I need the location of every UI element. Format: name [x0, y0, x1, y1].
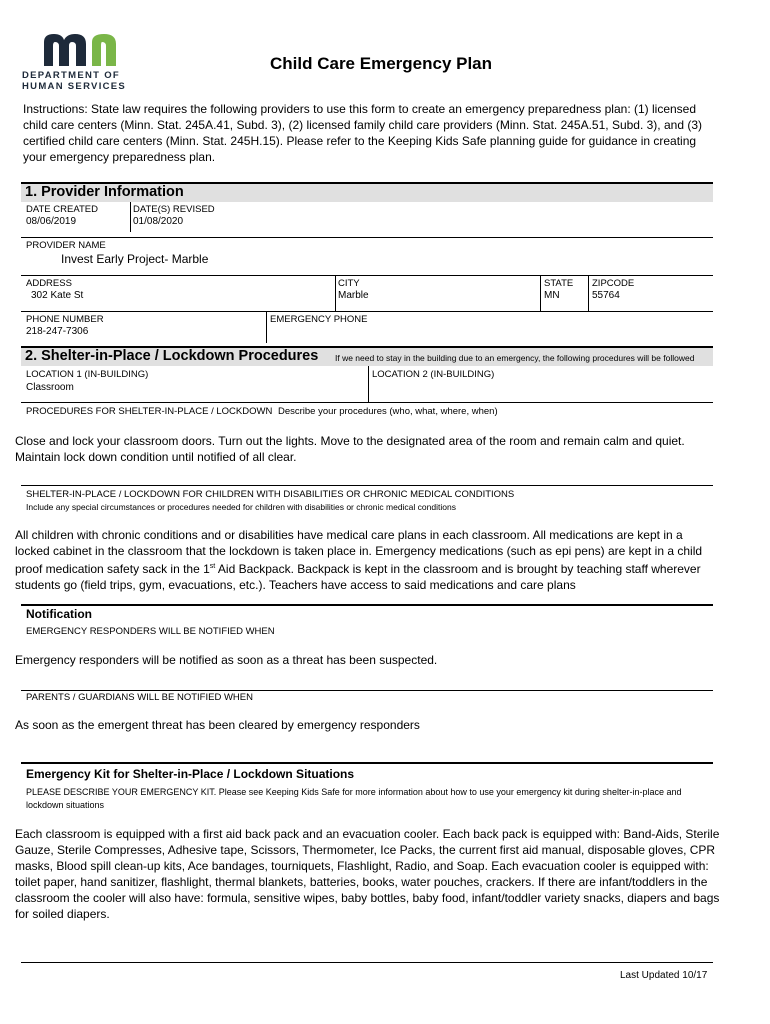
location1-field[interactable]: Classroom [26, 382, 74, 393]
divider [21, 402, 713, 403]
city-label: CITY [338, 278, 360, 289]
zip-label: ZIPCODE [592, 278, 635, 289]
disabilities-field[interactable] [15, 527, 720, 593]
kit-hint: PLEASE DESCRIBE YOUR EMERGENCY KIT. Please see Keeping Kids Safe for more information about how to use your emergency kit during shelter-in-place and lockdown situations [26, 787, 682, 810]
provider-name-field[interactable]: Invest Early Project- Marble [61, 252, 209, 266]
divider [21, 485, 713, 486]
state-label: STATE [544, 278, 574, 289]
location1-label: LOCATION 1 (IN-BUILDING) [26, 369, 149, 380]
city-field[interactable]: Marble [338, 290, 369, 301]
date-revised-field[interactable]: 01/08/2020 [133, 216, 184, 227]
section-provider-header [21, 182, 713, 202]
section-provider-title: 1. Provider Information [25, 184, 184, 200]
dhs-logo [22, 30, 142, 96]
parents-field[interactable]: As soon as the emergent threat has been cleared by emergency responders [15, 718, 420, 732]
divider [588, 275, 589, 311]
date-revised-label: DATE(S) REVISED [133, 204, 215, 215]
divider [335, 275, 336, 311]
disabilities-hint: Include any special circumstances or procedures needed for children with disabilities or chronic medical conditions [26, 502, 456, 512]
procedures-hint: Describe your procedures (who, what, where, when) [277, 406, 498, 417]
address-label: ADDRESS [26, 278, 72, 289]
mn-logo-icon [40, 30, 140, 68]
dept-line-2: HUMAN SERVICES [22, 81, 127, 92]
divider [21, 275, 713, 276]
divider [21, 237, 713, 238]
notification-heading: Notification [26, 607, 92, 621]
divider [368, 366, 369, 402]
phone-label: PHONE NUMBER [26, 314, 104, 325]
date-created-label: DATE CREATED [26, 204, 98, 215]
provider-name-label: PROVIDER NAME [26, 240, 106, 251]
dept-name [22, 70, 142, 92]
divider [266, 311, 267, 343]
disabilities-text-b: Aid Backpack. Backpack is kept in the classroom and is brought by teaching staff wherever students go (field trips, gym, evacuations, etc.). Teachers have access to said medications and care plans [15, 562, 701, 592]
phone-field[interactable]: 218-247-7306 [26, 326, 89, 337]
kit-field[interactable]: Each classroom is equipped with a first aid back pack and an evacuation cooler. Each back pack is equipped with: Band-Aids, Sterile Gauze, Sterile Compresses, Adhesive tape, Scissors, Thermometer, Ice Packs, the current first aid manual, disposable gloves, CPR masks, Blood spill clean-up kits, Ace bandages, tourniquets, Flashlight, Radio, and Soap. Each evacuation cooler is equipped with: toilet paper, hand sanitizer, flashlight, thermal blankets, batteries, books, water pouches, crackers. If there are infant/toddlers in the classroom the cooler will also have: formula, sensitive wipes, baby bottles, baby food, infant/toddler variety snacks, diapers and bags for soiled diapers. [15, 827, 720, 921]
procedures-label [26, 406, 498, 418]
disabilities-label: SHELTER-IN-PLACE / LOCKDOWN FOR CHILDREN WITH DISABILITIES OR CHRONIC MEDICAL CONDITIONS [26, 489, 515, 500]
zip-field[interactable]: 55764 [592, 290, 620, 301]
page-title: Child Care Emergency Plan [270, 54, 493, 73]
instructions: Instructions: State law requires the following providers to use this form to create an emergency preparedness plan: (1) licensed child care centers (Minn. Stat. 245A.41, Subd. 3), (2) licensed family child care providers (Minn. Stat. 245A.51, Subd. 3), and (3) certified child care centers (Minn. Stat. 245H.15). Please refer to the Keeping Kids Safe planning guide for guidance in creating your emergency preparedness plan. [23, 102, 702, 164]
procedures-label-text: PROCEDURES FOR SHELTER-IN-PLACE / LOCKDOWN [26, 406, 273, 417]
divider [21, 311, 713, 312]
divider [21, 762, 713, 764]
divider [21, 604, 713, 606]
section-shelter-note: If we need to stay in the building due to an emergency, the following procedures will be followed [335, 353, 695, 363]
date-created-field[interactable]: 08/06/2019 [26, 216, 77, 227]
section-shelter-title: 2. Shelter-in-Place / Lockdown Procedures [25, 348, 319, 364]
parents-label: PARENTS / GUARDIANS WILL BE NOTIFIED WHEN [26, 692, 253, 703]
responders-field[interactable]: Emergency responders will be notified as soon as a threat has been suspected. [15, 653, 438, 667]
state-field[interactable]: MN [544, 290, 560, 301]
divider [130, 202, 131, 232]
procedures-field[interactable]: Close and lock your classroom doors. Turn out the lights. Move to the designated area of the room and remain calm and quiet. Maintain lock down condition until notified of all clear. [15, 434, 685, 464]
divider [21, 690, 713, 691]
responders-label: EMERGENCY RESPONDERS WILL BE NOTIFIED WHEN [26, 626, 275, 637]
divider [21, 962, 713, 963]
last-updated: Last Updated 10/17 [620, 970, 708, 981]
kit-heading: Emergency Kit for Shelter-in-Place / Lockdown Situations [26, 767, 355, 781]
ordinal-suffix: st [209, 563, 216, 570]
divider [540, 275, 541, 311]
section-shelter-header [21, 346, 713, 366]
dept-line-1: DEPARTMENT OF [22, 70, 120, 81]
disabilities-text-a: All children with chronic conditions and or disabilities have medical care plans in each classroom. All medications are kept in a locked cabinet in the classroom that the lockdown is taken place in. Emergency medications (such as epi pens) are kept in a child proof medication safety sack in the 1 [15, 528, 703, 576]
emergency-phone-label: EMERGENCY PHONE [270, 314, 368, 325]
location2-label: LOCATION 2 (IN-BUILDING) [372, 369, 495, 380]
address-field[interactable]: 302 Kate St [31, 290, 84, 301]
